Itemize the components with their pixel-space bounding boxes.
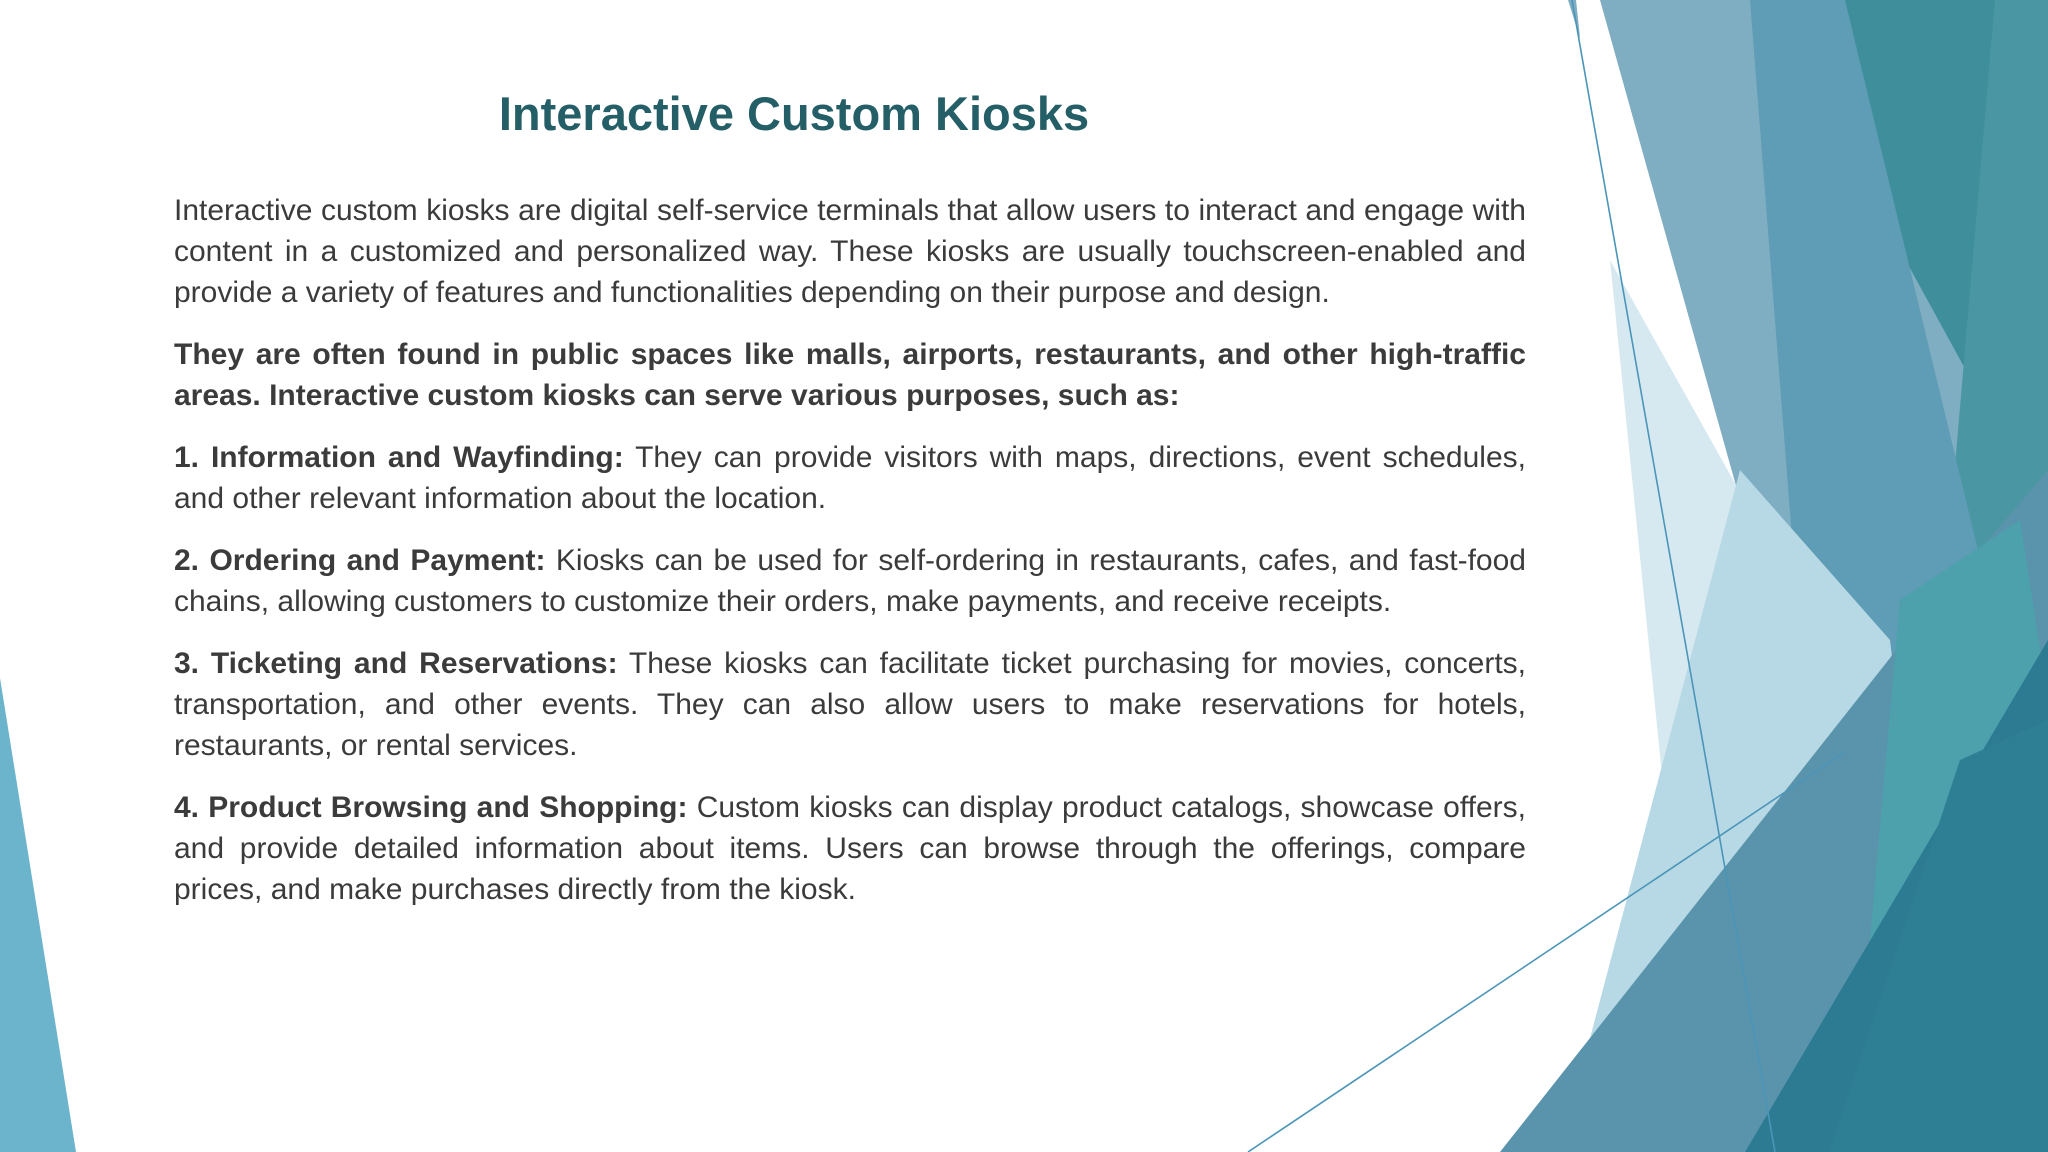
slide-title: Interactive Custom Kiosks	[498, 87, 1090, 140]
list-item-heading: 2. Ordering and Payment:	[174, 544, 546, 577]
list-item-heading: 1. Information and Wayfinding:	[174, 441, 624, 474]
list-item-heading: 3. Ticketing and Reservations:	[174, 647, 618, 680]
slide-body	[174, 190, 1526, 931]
list-item-ticketing	[174, 643, 1526, 766]
list-item-text: These kiosks can facilitate ticket purchasing for movies, concerts, transportation, and other events. They can also allow users to make reservations for hotels, restaurants, or rental services.	[174, 647, 1527, 762]
left-edge-shape	[0, 678, 76, 1152]
list-item-information	[174, 437, 1526, 519]
list-item-text: They can provide visitors with maps, directions, event schedules, and other relevant information about the location.	[174, 441, 1526, 515]
intro-paragraph: Interactive custom kiosks are digital self-service terminals that allow users to interact and engage with content in a customized and personalized way. These kiosks are usually touchscreen-enabled and provide a variety of features and functionalities depending on their purpose and design.	[174, 194, 1526, 309]
list-item-shopping	[174, 787, 1526, 910]
list-item-ordering	[174, 540, 1526, 622]
list-item-heading: 4. Product Browsing and Shopping:	[174, 791, 688, 824]
list-item-text: Kiosks can be used for self-ordering in restaurants, cafes, and fast-food chains, allowing customers to customize their orders, make payments, and receive receipts.	[174, 544, 1526, 618]
list-item-text: Custom kiosks can display product catalogs, showcase offers, and provide detailed information about items. Users can browse through the offerings, compare prices, and make purchases directly from the kiosk.	[174, 791, 1526, 906]
emphasis-paragraph: They are often found in public spaces like malls, airports, restaurants, and other high-traffic areas. Interactive custom kiosks can serve various purposes, such as:	[174, 338, 1526, 412]
